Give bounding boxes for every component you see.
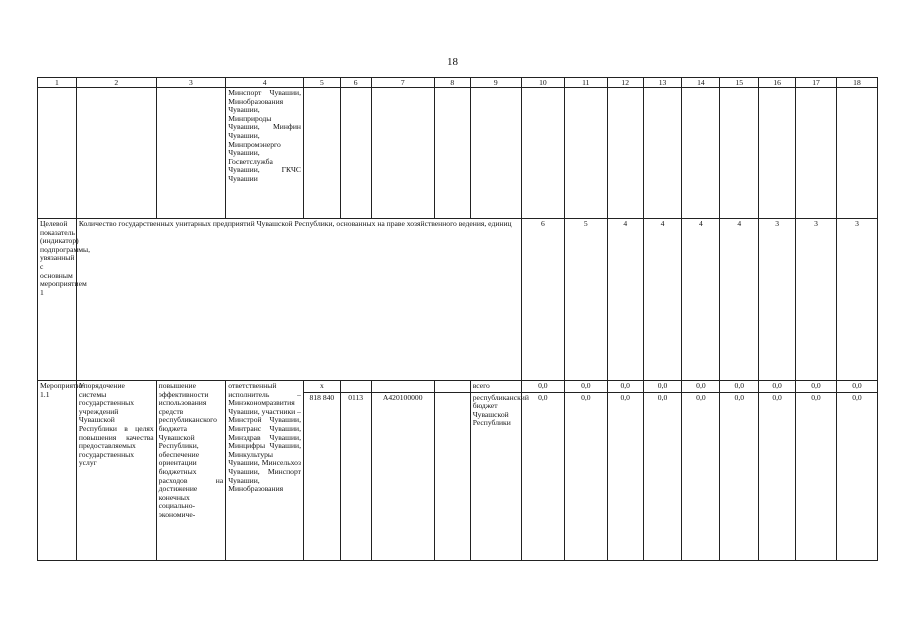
column-number: 6 (340, 78, 371, 88)
column-number: 10 (521, 78, 564, 88)
table-cell (836, 88, 877, 219)
indicator-value: 6 (521, 219, 564, 381)
table-row-continuation (38, 88, 878, 219)
funding-value: 0,0 (720, 392, 759, 560)
column-number: 3 (156, 78, 226, 88)
section-code-cell: 0113 (340, 392, 371, 560)
indicator-value: 4 (720, 219, 759, 381)
table-cell (340, 88, 371, 219)
funding-source-cell: всего (470, 381, 521, 393)
table-cell (371, 381, 434, 393)
measure-executors-cell: ответственный исполнитель – Минэкономразвития Чувашии, участники – Минстрой Чувашии, Минтранс Чувашии, Минздрав Чувашии, Минцифры Чувашии, Минкультуры Чувашии, Минсельхоз Чувашии, Минспорт Чувашии, Минобразования (226, 381, 304, 561)
funding-value: 0,0 (759, 381, 796, 393)
column-number: 4 (226, 78, 304, 88)
funding-source-cell: республиканский бюджет Чувашской Республики (470, 392, 521, 560)
funding-value: 0,0 (643, 381, 682, 393)
table-cell (470, 88, 521, 219)
funding-value: 0,0 (796, 392, 837, 560)
table-row-indicator (38, 219, 878, 381)
table-cell (156, 88, 226, 219)
column-number: 14 (682, 78, 720, 88)
table-cell (607, 88, 643, 219)
funding-value: 0,0 (521, 392, 564, 560)
table-cell (759, 88, 796, 219)
funding-value: 0,0 (607, 381, 643, 393)
column-number: 11 (564, 78, 607, 88)
table-cell (303, 88, 340, 219)
table-cell (340, 381, 371, 393)
table-cell (643, 88, 682, 219)
measure-goal-cell: повышение эффективности использования средств республиканского бюджета Чувашской Республики, обеспечение ориентации бюджетных расходов на достижение конечных социально-экономиче- (156, 381, 226, 561)
table-cell (720, 88, 759, 219)
column-number: 8 (434, 78, 470, 88)
funding-value: 0,0 (759, 392, 796, 560)
target-article-cell: А420100000 (371, 392, 434, 560)
column-number: 12 (607, 78, 643, 88)
table-cell (682, 88, 720, 219)
column-number: 2 (76, 78, 156, 88)
column-number: 15 (720, 78, 759, 88)
indicator-description-cell: Количество государственных унитарных предприятий Чувашской Республики, основанных на праве хозяйственного ведения, единиц (76, 219, 521, 381)
funding-value: 0,0 (682, 392, 720, 560)
table-cell (796, 88, 837, 219)
executors-cell: Минспорт Чувашии, Минобразования Чувашии, Минприроды Чувашии, Минфин Чувашии, Минпромэнерго Чувашии, Госветслужба Чувашии, ГКЧС Чувашии (226, 88, 304, 219)
funding-value: 0,0 (607, 392, 643, 560)
indicator-value: 4 (607, 219, 643, 381)
table-cell (434, 88, 470, 219)
funding-value: 0,0 (643, 392, 682, 560)
column-number: 13 (643, 78, 682, 88)
column-number: 17 (796, 78, 837, 88)
table-cell (434, 392, 470, 560)
table-cell (521, 88, 564, 219)
funding-value: 0,0 (836, 381, 877, 393)
column-number: 16 (759, 78, 796, 88)
column-number: 9 (470, 78, 521, 88)
measure-name-cell: Упорядочение системы государственных учреждений Чувашской Республики в целях повышения качества предоставляемых государственных услуг (76, 381, 156, 561)
indicator-title-cell: Целевой показатель (индикатор) подпрограммы, увязанный с основным мероприятием 1 (38, 219, 77, 381)
funding-value: 0,0 (564, 381, 607, 393)
table-cell (371, 88, 434, 219)
program-table (37, 77, 878, 561)
column-number: 1 (38, 78, 77, 88)
indicator-value: 3 (759, 219, 796, 381)
page-number: 18 (447, 56, 458, 68)
indicator-value: 5 (564, 219, 607, 381)
indicator-value: 3 (796, 219, 837, 381)
funding-value: 0,0 (796, 381, 837, 393)
indicator-value: 4 (643, 219, 682, 381)
table-cell (434, 381, 470, 393)
column-number: 18 (836, 78, 877, 88)
funding-value: 0,0 (682, 381, 720, 393)
table-cell (564, 88, 607, 219)
funding-value: 0,0 (836, 392, 877, 560)
funding-value: 0,0 (564, 392, 607, 560)
funding-value: 0,0 (521, 381, 564, 393)
column-number: 7 (371, 78, 434, 88)
indicator-value: 4 (682, 219, 720, 381)
column-number-row (38, 78, 878, 88)
indicator-value: 3 (836, 219, 877, 381)
table-row-measure-total (38, 381, 878, 393)
table-cell (38, 88, 77, 219)
budget-code-cell: х (303, 381, 340, 393)
measure-number-cell: Мероприятие 1.1 (38, 381, 77, 561)
funding-value: 0,0 (720, 381, 759, 393)
column-number: 5 (303, 78, 340, 88)
table-cell (76, 88, 156, 219)
budget-code-cell: 818 840 (303, 392, 340, 560)
